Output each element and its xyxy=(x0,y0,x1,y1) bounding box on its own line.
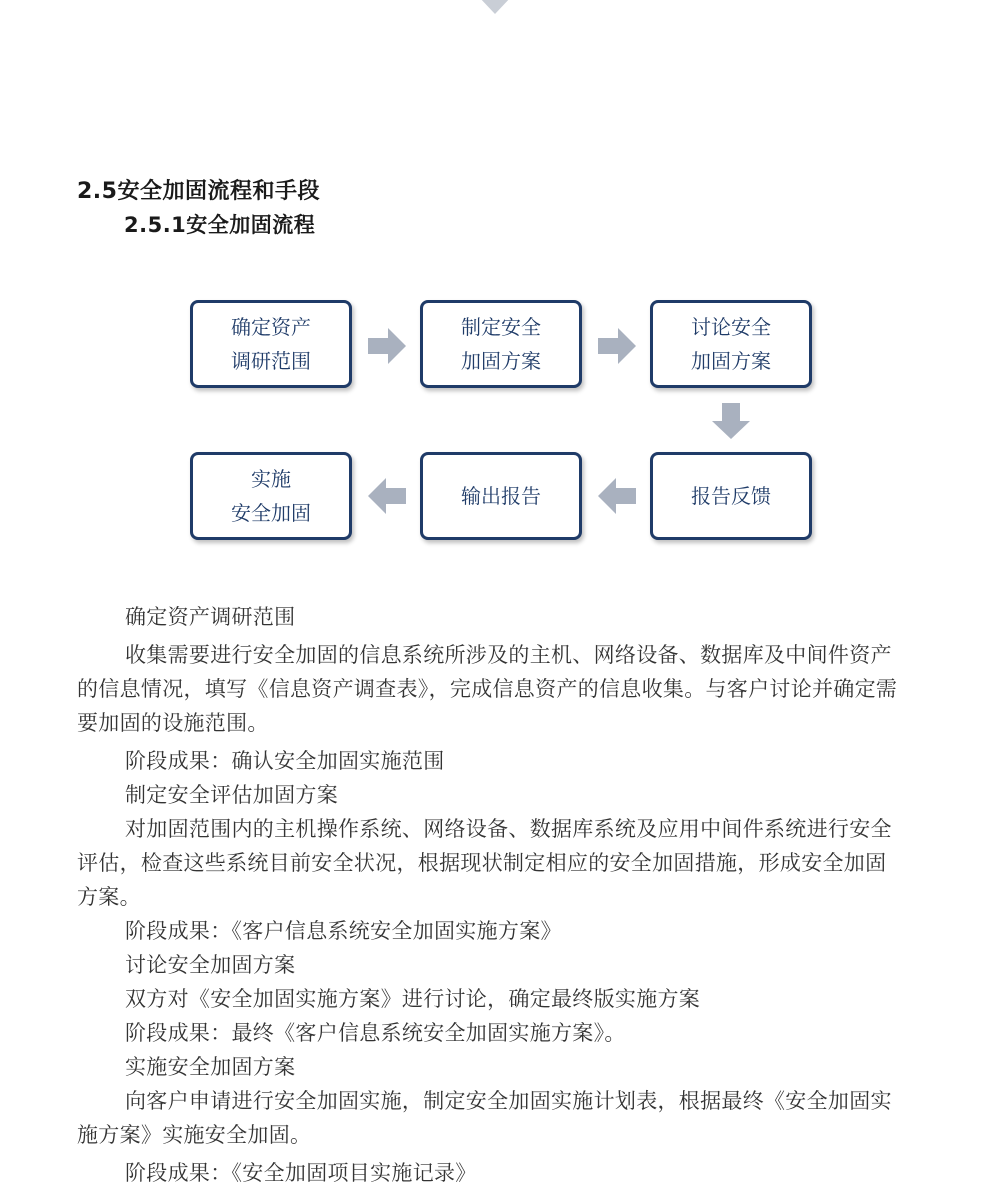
flow-box-line: 制定安全 xyxy=(461,315,541,339)
flow-box-line: 输出报告 xyxy=(461,484,541,508)
paragraph: 收集需要进行安全加固的信息系统所涉及的主机、网络设备、数据库及中间件资产的信息情况，填写《信息资产调查表》，完成信息资产的信息收集。与客户讨论并确定需要加固的设施范围。 xyxy=(77,643,898,735)
step-title: 制定安全评估加固方案 xyxy=(125,783,338,807)
arrow-right-icon xyxy=(368,328,406,364)
flow-box-line: 讨论安全 xyxy=(691,315,771,339)
subsection-heading: 2.5.1安全加固流程 xyxy=(124,213,316,237)
stage-result: 阶段成果：《客户信息系统安全加固实施方案》 xyxy=(125,919,562,943)
step-title: 讨论安全加固方案 xyxy=(125,953,296,977)
stage-result: 阶段成果：《安全加固项目实施记录》 xyxy=(125,1161,477,1185)
flow-box-line: 调研范围 xyxy=(231,349,311,373)
flow-box-line: 安全加固 xyxy=(231,501,311,525)
flow-box-make-plan xyxy=(420,300,582,388)
flow-box-confirm-scope xyxy=(190,300,352,388)
flow-box-line: 加固方案 xyxy=(691,349,771,373)
flow-box-line: 确定资产 xyxy=(231,315,311,339)
flow-box-line: 实施 xyxy=(251,467,291,491)
paragraph: 向客户申请进行安全加固实施，制定安全加固实施计划表，根据最终《安全加固实施方案》实施安全加固。 xyxy=(77,1089,892,1147)
step-title: 实施安全加固方案 xyxy=(125,1055,296,1079)
flow-box-discuss-plan xyxy=(650,300,812,388)
paragraph: 对加固范围内的主机操作系统、网络设备、数据库系统及应用中间件系统进行安全评估，检查这些系统目前安全状况，根据现状制定相应的安全加固措施，形成安全加固方案。 xyxy=(77,817,892,909)
arrow-left-icon xyxy=(598,478,636,514)
arrow-left-icon xyxy=(368,478,406,514)
flow-box-report-feedback xyxy=(650,452,812,540)
flow-box-line: 加固方案 xyxy=(461,349,541,373)
stage-result: 阶段成果：最终《客户信息系统安全加固实施方案》。 xyxy=(125,1021,626,1045)
flow-box-line: 报告反馈 xyxy=(691,484,771,508)
flow-box-implement xyxy=(190,452,352,540)
paragraph: 双方对《安全加固实施方案》进行讨论，确定最终版实施方案 xyxy=(125,987,701,1011)
arrow-right-icon xyxy=(598,328,636,364)
stage-result: 阶段成果：确认安全加固实施范围 xyxy=(125,749,445,773)
section-heading: 2.5安全加固流程和手段 xyxy=(77,179,320,204)
flow-box-output-report xyxy=(420,452,582,540)
body-text xyxy=(77,600,907,1190)
arrow-down-icon xyxy=(712,403,750,439)
step-title: 确定资产调研范围 xyxy=(125,605,296,629)
